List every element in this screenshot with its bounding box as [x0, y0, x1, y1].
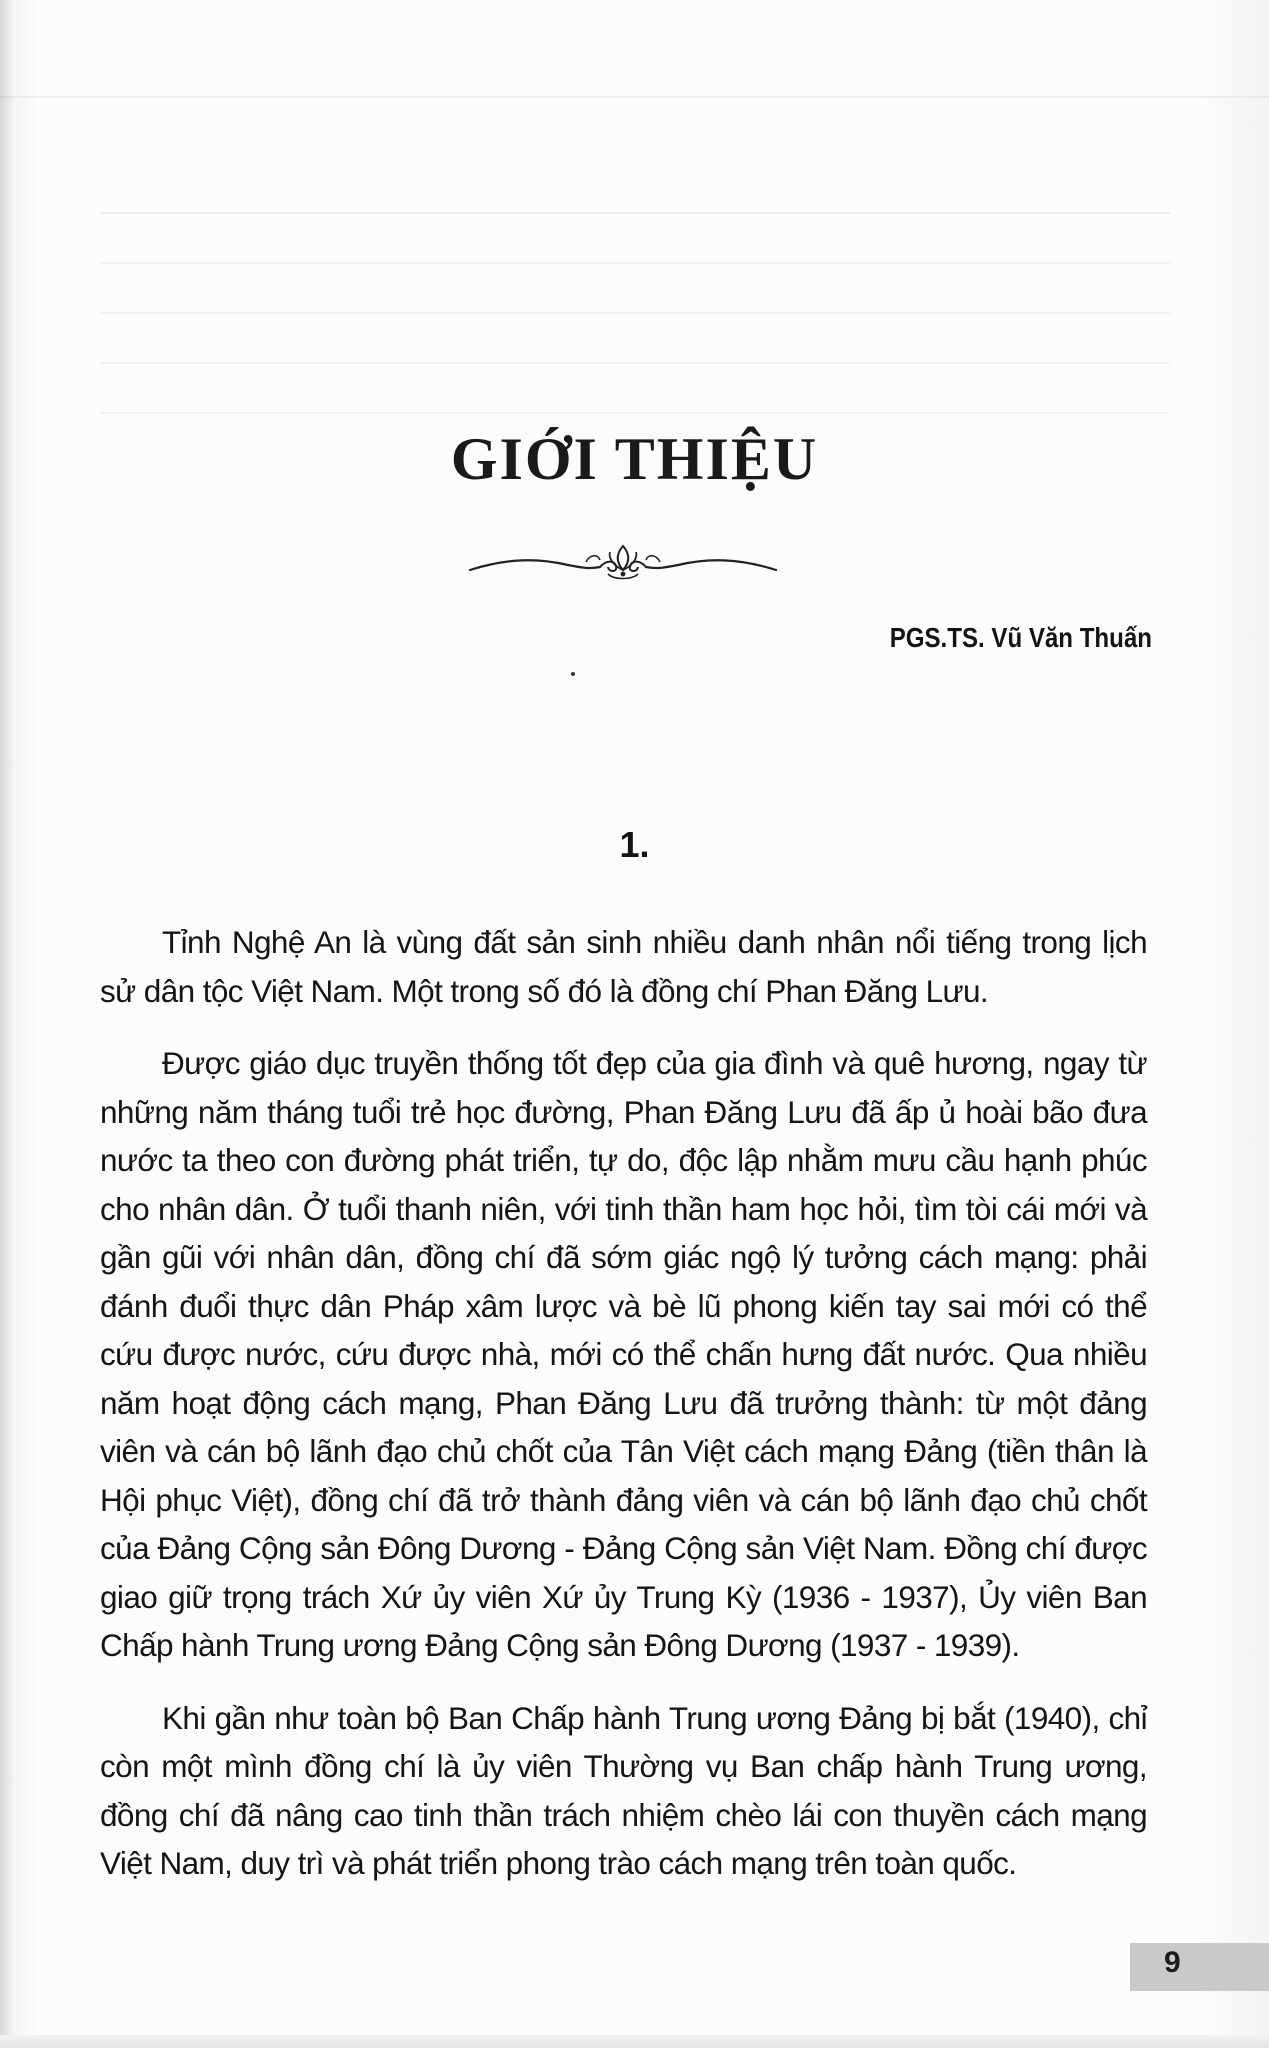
page-bottom-edge — [0, 2035, 1269, 2048]
page-gutter-shadow — [0, 0, 14, 2048]
paragraph: Được giáo dục truyền thống tốt đẹp của gia đình và quê hương, ngay từ những năm tháng tuổi trẻ học đường, Phan Đăng Lưu đã ấp ủ hoài bão đưa nước ta theo con đường phát triển, tự do, độc lập nhằm mưu cầu hạnh phúc cho nhân dân. Ở tuổi thanh niên, với tinh thần ham học hỏi, tìm tòi cái mới và gần gũi với nhân dân, đồng chí đã sớm giác ngộ lý tưởng cách mạng: phải đánh đuổi thực dân Pháp xâm lược và bè lũ phong kiến tay sai mới có thể cứu được nước, cứu được nhà, mới có thể chấn hưng đất nước. Qua nhiều năm hoạt động cách mạng, Phan Đăng Lưu đã trưởng thành: từ một đảng viên và cán bộ lãnh đạo chủ chốt của Tân Việt cách mạng Đảng (tiền thân là Hội phục Việt), đồng chí đã trở thành đảng viên và cán bộ lãnh đạo chủ chốt của Đảng Cộng sản Đông Dương - Đảng Cộng sản Việt Nam. Đồng chí được giao giữ trọng trách Xứ ủy viên Xứ ủy Trung Kỳ (1936 - 1937), Ủy viên Ban Chấp hành Trung ương Đảng Cộng sản Đông Dương (1937 - 1939). — [100, 1045, 1147, 1663]
page-number-tab — [1130, 1943, 1269, 1991]
ink-speck — [571, 672, 575, 676]
decorative-flourish-icon — [468, 540, 778, 590]
body-text — [100, 918, 1147, 1912]
section-number: 1. — [619, 824, 650, 865]
paragraph: Tỉnh Nghệ An là vùng đất sản sinh nhiều danh nhân nổi tiếng trong lịch sử dân tộc Việt Nam. Một trong số đó là đồng chí Phan Đăng Lưu. — [100, 924, 1147, 1009]
page-title: GIỚI THIỆU — [450, 426, 819, 492]
page-number: 9 — [1164, 1946, 1181, 1979]
author-name: PGS.TS. Vũ Văn Thuấn — [889, 622, 1152, 653]
paragraph: Khi gần như toàn bộ Ban Chấp hành Trung ương Đảng bị bắt (1940), chỉ còn một mình đồng chí là ủy viên Thường vụ Ban chấp hành Trung ương, đồng chí đã nâng cao tinh thần trách nhiệm chèo lái con thuyền cách mạng Việt Nam, duy trì và phát triển phong trào cách mạng trên toàn quốc. — [100, 1699, 1147, 1881]
bleed-through-header-rule — [0, 96, 1269, 98]
